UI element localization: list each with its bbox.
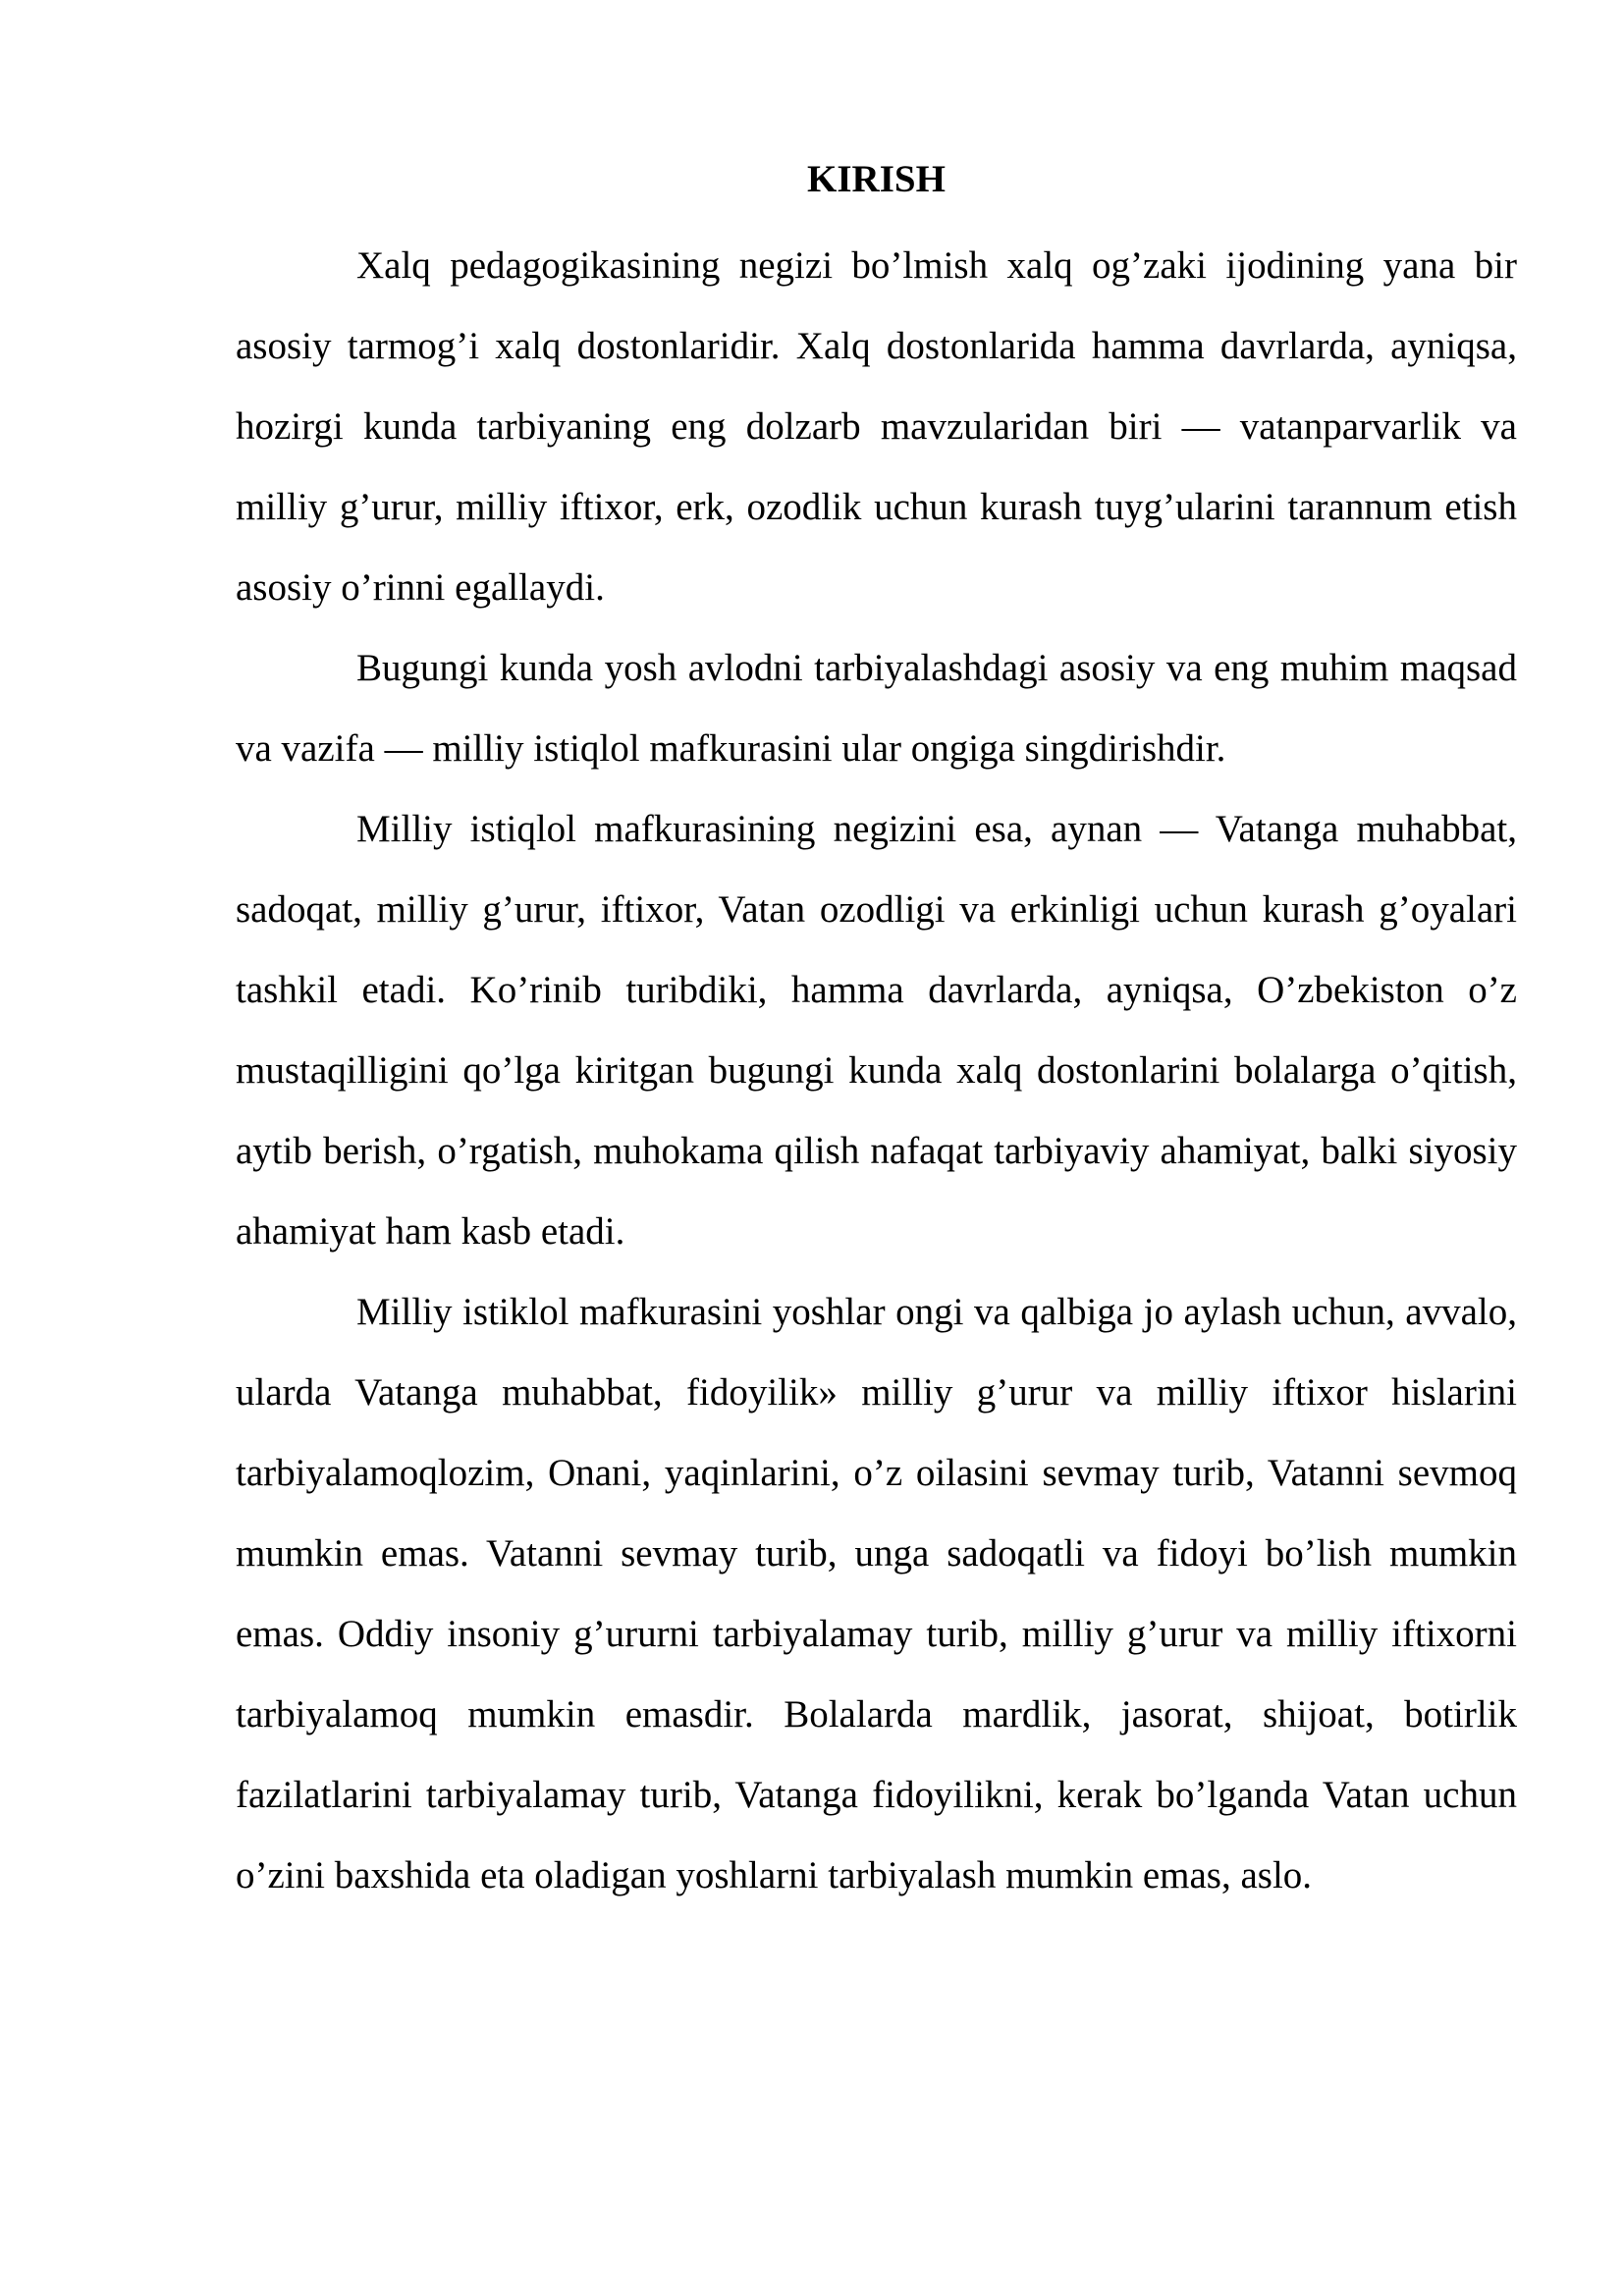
paragraph-1: Xalq pedagogikasining negizi bo’lmish xalq og’zaki ijodining yana bir asosiy tarmog’i xalq dostonlaridir. Xalq dostonlarida hamma davrlarda, ayniqsa, hozirgi kunda tarbiyaning eng dolzarb mavzularidan biri — vatanparvarlik va milliy g’urur, milliy iftixor, erk, ozodlik uchun kurash tuyg’ularini tarannum etish asosiy o’rinni egallaydi. <box>236 244 1517 609</box>
page-heading: KIRISH <box>807 158 946 200</box>
body-text <box>236 226 1517 1916</box>
paragraph-4: Milliy istiklol mafkurasini yoshlar ongi va qalbiga jo aylash uchun, avvalo, ularda Vatanga muhabbat, fidoyilik» milliy g’urur va milliy iftixor hislarini tarbiyalamoqlozim, Onani, yaqinlarini, o’z oilasini sevmay turib, Vatanni sevmoq mumkin emas. Vatanni sevmay turib, unga sadoqatli va fidoyi bo’lish mumkin emas. Oddiy insoniy g’ururni tarbiyalamay turib, milliy g’urur va milliy iftixorni tarbiyalamoq mumkin emasdir. Bolalarda mardlik, jasorat, shijoat, botirlik fazilatlarini tarbiyalamay turib, Vatanga fidoyilikni, kerak bo’lganda Vatan uchun o’zini baxshida eta oladigan yoshlarni tarbiyalash mumkin emas, aslo. <box>236 1291 1517 1896</box>
paragraph-2: Bugungi kunda yosh avlodni tarbiyalashdagi asosiy va eng muhim maqsad va vazifa — milliy istiqlol mafkurasini ular ongiga singdirishdir. <box>236 647 1517 770</box>
paragraph-3: Milliy istiqlol mafkurasining negizini esa, aynan — Vatanga muhabbat, sadoqat, milliy g’urur, iftixor, Vatan ozodligi va erkinligi uchun kurash g’oyalari tashkil etadi. Ko’rinib turibdiki, hamma davrlarda, ayniqsa, O’zbekiston o’z mustaqilligini qo’lga kiritgan bugungi kunda xalq dostonlarini bolalarga o’qitish, aytib berish, o’rgatish, muhokama qilish nafaqat tarbiyaviy ahamiyat, balki siyosiy ahamiyat ham kasb etadi. <box>236 808 1517 1253</box>
